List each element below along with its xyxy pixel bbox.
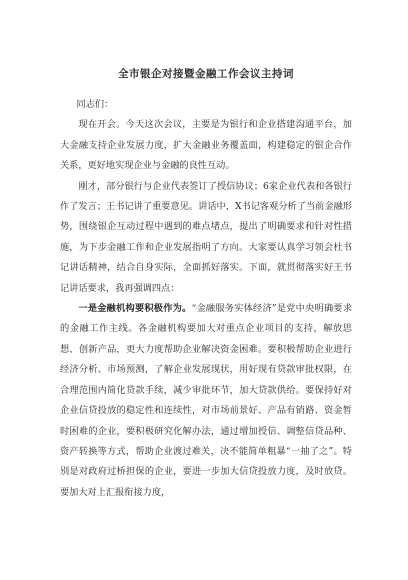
greeting: 同志们： — [76, 99, 114, 110]
point-one-body: “金融服务实体经济”是党中央明确要求的金融工作主线。各金融机构要加大对重点企业项目的支持，解放思想、创新产品，更大力度帮助企业解决资金困难。要积极帮助企业进行经济分析、市场预测，了解企业发展现状，用好现有贷款审批权限，在合理范围内简化贷款手续，减少审批环节，加大贷款供给。要保持好对企业信贷投放的稳定性和连续性，对市场前景好、产品有销路、资金暂时困难的企业，要积极研究化解办法，通过增加授信、调整信贷品种、资产转换等方式，帮助企业渡过难关，决不能简单粗暴“一抽了之”。特别是对政府过桥担保的企业，要进一步加大信贷投放力度，及时放贷。要加大对上汇报衔接力度， — [60, 303, 353, 498]
document-title: 全市银企对接暨金融工作会议主持词 — [118, 68, 294, 80]
paragraph-opening: 现在开会。今天这次会议，主要是为银行和企业搭建沟通平台，加大金融支持企业发展力度，扩大金融业务覆盖面，构建稳定的银企合作关系，更好地实现企业与金融的良性互动。 — [60, 119, 352, 172]
paragraph-point-one — [60, 299, 352, 503]
point-one-lead: 一是金融机构要积极作为。 — [78, 303, 192, 315]
paragraph-summary: 刚才，部分银行与企业代表签订了授信协议；6家企业代表和各银行作了发言；王书记讲了重要意见。讲话中，X书记客观分析了当前金融形势，围绕银企互动过程中遇到的难点堵点，提出了明确要求和针对性措施，为下步金融工作和企业发展指明了方向。大家要认真学习领会杜书记讲话精神，结合自身实际，全面抓好落实。下面，就贯彻落实好王书记讲话要求，我再强调四点： — [60, 180, 352, 294]
